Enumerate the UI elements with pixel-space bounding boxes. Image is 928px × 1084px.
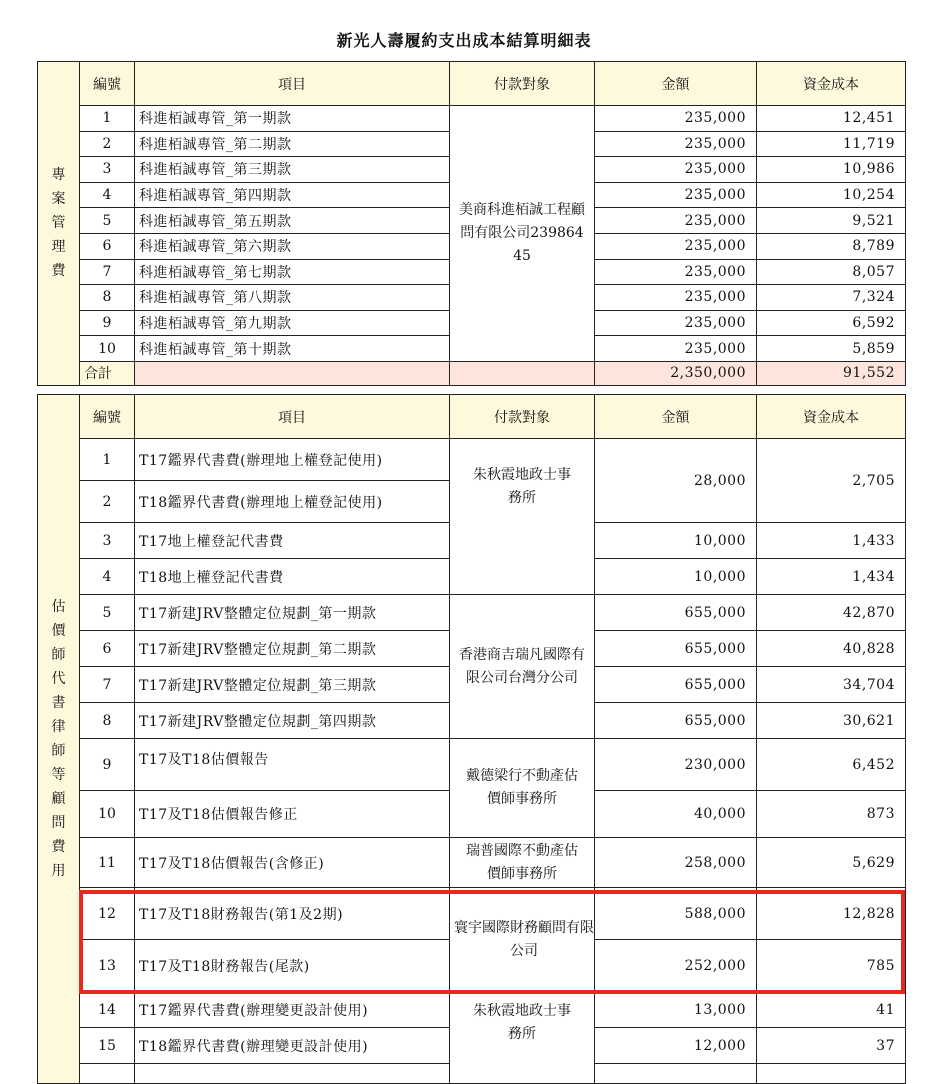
- table-row: 8 T17新建JRV整體定位規劃_第四期款 655,000 30,621: [38, 703, 906, 739]
- header-item: 項目: [135, 395, 450, 439]
- payee-cell: 美商科進栢誠工程顧問有限公司23986445: [450, 106, 595, 362]
- table-row: 3 科進栢誠專管_第三期款 235,000 10,986: [38, 157, 906, 183]
- table-row: 6 科進栢誠專管_第六期款 235,000 8,789: [38, 233, 906, 259]
- table-row: 9 T17及T18估價報告 戴德梁行不動產估價師事務所 230,000 6,452: [38, 739, 906, 791]
- table-row: 10 科進栢誠專管_第十期款 235,000 5,859: [38, 336, 906, 362]
- page-title: 新光人壽履約支出成本結算明細表: [336, 31, 592, 50]
- section2-table: [37, 394, 906, 1084]
- table-row: 1 T17鑑界代書費(辦理地上權登記使用) 朱秋霞地政士事務所 28,000 2,705: [38, 439, 906, 481]
- table-row: 14 T17鑑界代書費(辦理變更設計使用) 朱秋霞地政士事務所 13,000 41: [38, 992, 906, 1028]
- header-payee: 付款對象: [450, 62, 595, 106]
- table-header-row: [38, 395, 906, 439]
- header-capital-cost: 資金成本: [757, 395, 906, 439]
- table-header-row: [38, 62, 906, 106]
- total-label: 合計: [80, 361, 135, 385]
- payee-cell: 寰宇國際財務顧問有限公司: [450, 888, 595, 992]
- header-amount: 金額: [595, 62, 757, 106]
- header-payee: 付款對象: [450, 395, 595, 439]
- table-row: 3 T17地上權登記代書費 10,000 1,433: [38, 523, 906, 559]
- table-row: 7 科進栢誠專管_第七期款 235,000 8,057: [38, 259, 906, 285]
- section1-table: [37, 61, 906, 386]
- table-row: 2 科進栢誠專管_第二期款 235,000 11,719: [38, 131, 906, 157]
- table-row: 2 T18鑑界代書費(辦理地上權登記使用): [38, 481, 906, 523]
- table-row: 4 T18地上權登記代書費 10,000 1,434: [38, 559, 906, 595]
- table-row: 10 T17及T18估價報告修正 40,000 873: [38, 791, 906, 838]
- table-row: 6 T17新建JRV整體定位規劃_第二期款 655,000 40,828: [38, 631, 906, 667]
- table-row: 4 科進栢誠專管_第四期款 235,000 10,254: [38, 182, 906, 208]
- table-row: 11 T17及T18估價報告(含修正) 瑞普國際不動產估價師事務所 258,000 5,629: [38, 838, 906, 888]
- table-row: 12 T17及T18財務報告(第1及2期) 寰宇國際財務顧問有限公司 588,000 12,828: [38, 888, 906, 940]
- table-row: 5 科進栢誠專管_第五期款 235,000 9,521: [38, 208, 906, 234]
- table-row: 9 科進栢誠專管_第九期款 235,000 6,592: [38, 310, 906, 336]
- payee-cell: 朱秋霞地政士事務所: [450, 992, 595, 1084]
- category-cell: 估價師代書律師等顧問費用: [38, 395, 80, 1084]
- payee-cell: 香港商吉瑞凡國際有限公司台灣分公司: [450, 595, 595, 739]
- total-cost: 91,552: [757, 361, 906, 385]
- header-item: 項目: [135, 62, 450, 106]
- header-no: 編號: [80, 62, 135, 106]
- payee-cell: 戴德梁行不動產估價師事務所: [450, 739, 595, 838]
- table-row: 1 科進栢誠專管_第一期款 美商科進栢誠工程顧問有限公司23986445 235,000 12,451: [38, 106, 906, 132]
- payee-cell: 朱秋霞地政士事務所: [450, 439, 595, 595]
- header-no: 編號: [80, 395, 135, 439]
- header-amount: 金額: [595, 395, 757, 439]
- category-cell: 專案管理費: [38, 62, 80, 386]
- header-capital-cost: 資金成本: [757, 62, 906, 106]
- total-amount: 2,350,000: [595, 361, 757, 385]
- table-row: 8 科進栢誠專管_第八期款 235,000 7,324: [38, 285, 906, 311]
- table-row: 13 T17及T18財務報告(尾款) 252,000 785: [38, 940, 906, 992]
- table-row: 7 T17新建JRV整體定位規劃_第三期款 655,000 34,704: [38, 667, 906, 703]
- table-row: 15 T18鑑界代書費(辦理變更設計使用) 12,000 37: [38, 1028, 906, 1064]
- payee-cell: 瑞普國際不動產估價師事務所: [450, 838, 595, 888]
- table-row: 5 T17新建JRV整體定位規劃_第一期款 香港商吉瑞凡國際有限公司台灣分公司 655,000 42,870: [38, 595, 906, 631]
- total-row: [38, 361, 906, 385]
